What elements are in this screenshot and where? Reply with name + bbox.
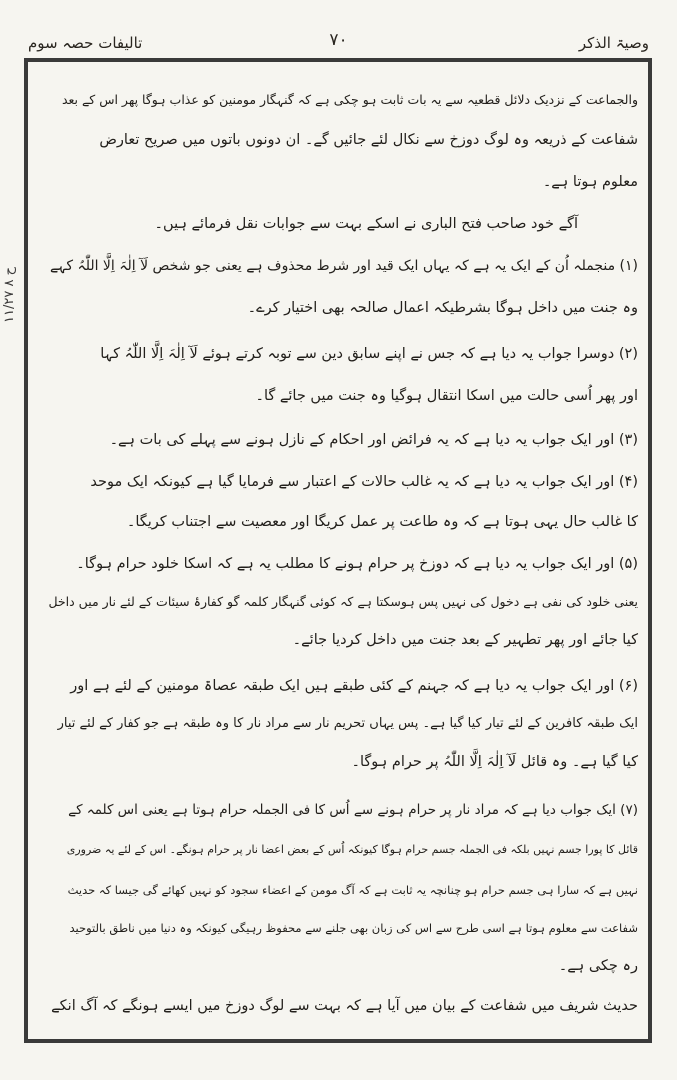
text-line: (۶) اور ایک جواب یہ دیا ہے کہ جہنم کے کئی طبقے ہیں ایک طبقہ عصاۃ مومنین کے لئے ہے اور xyxy=(70,678,638,694)
volume-title: تالیفات حصہ سوم xyxy=(28,34,143,52)
text-line: شفاعت کے ذریعہ وہ لوگ دوزخ سے نکال لئے جائیں گے۔ ان دونوں باتوں میں صریح تعارض xyxy=(99,132,638,148)
text-line: کیا جائے اور پھر تطہیر کے بعد جنت میں داخل کردیا جائے۔ xyxy=(292,632,638,648)
text-line: اور پھر اُسی حالت میں اسکا انتقال ہوگیا وہ جنت میں جائے گا۔ xyxy=(255,388,638,404)
text-line: نہیں ہے کہ سارا ہی جسم حرام ہو چنانچہ یہ ثابت ہے کہ آگ مومن کے اعضاء سجود کو نہیں کھائے گی جیسا کہ حدیث xyxy=(67,883,638,897)
text-line: یعنی خلود کی نفی ہے دخول کی نہیں پس ہوسکتا ہے کہ کوئی گنہگار کلمہ گو کفارۂ سیئات کے لئے نار میں داخل xyxy=(48,594,638,609)
text-line: (۳) اور ایک جواب یہ دیا ہے کہ یہ فرائض اور احکام کے نازل ہونے سے پہلے کی بات ہے۔ xyxy=(109,432,638,448)
text-line: کا غالب حال یہی ہوتا ہے کہ وہ طاعت پر عمل کریگا اور معصیت سے اجتناب کریگا۔ xyxy=(126,514,638,530)
text-line: قائل کا پورا جسم نہیں بلکہ فی الجملہ جسم حرام ہوگا کیونکہ اُس کے بعض اعضا نار پر حرام ہونگے۔ اس کے لئے یہ ضروری xyxy=(66,843,638,856)
text-line: وہ جنت میں داخل ہوگا بشرطیکہ اعمال صالحہ بھی اختیار کرے۔ xyxy=(247,300,638,316)
text-line: حدیث شریف میں شفاعت کے بیان میں آیا ہے کہ بہت سے لوگ دوزخ میں ایسے ہونگے کہ آگ انکے xyxy=(51,998,638,1014)
text-line: (۷) ایک جواب دیا ہے کہ مراد نار پر حرام ہونے سے اُس کا فی الجملہ حرام ہوتا ہے یعنی اس کلمہ کے xyxy=(68,802,638,818)
text-line: آگے خود صاحب فتح الباری نے اسکے بہت سے جوابات نقل فرمائے ہیں۔ xyxy=(154,216,578,232)
text-line: (۲) دوسرا جواب یہ دیا ہے کہ جس نے اپنے سابق دین سے توبہ کرتے ہوئے لَآ اِلٰہَ اِلَّا اللّٰہُ کہا xyxy=(100,346,638,362)
text-line: (۱) منجملہ اُن کے ایک یہ ہے کہ یہاں ایک قید اور شرط محذوف ہے یعنی جو شخص لَآ اِلٰہَ اِلَّا اللّٰہُ کہے xyxy=(49,258,638,274)
text-line: شفاعت سے معلوم ہوتا ہے اسی طرح سے اس کی زبان بھی جلنے سے محفوظ رہیگی کیونکہ وہ دنیا میں ناطق بالتوحید xyxy=(69,921,638,935)
text-line: ایک طبقہ کافرین کے لئے تیار کیا گیا ہے۔ پس یہاں تحریم نار سے مراد نار کا وہ طبقہ ہے جو کفار کے لئے تیار xyxy=(57,716,638,731)
text-line: والجماعت کے نزدیک دلائل قطعیہ سے یہ بات ثابت ہو چکی ہے کہ گنہگار مومنین کو عذاب ہوگا پھر اس کے بعد xyxy=(61,92,638,107)
margin-annotation: ۱۱/۲۷ ح ۸ xyxy=(2,267,17,323)
text-line: (۵) اور ایک جواب یہ دیا ہے کہ دوزخ پر حرام ہونے کا مطلب یہ ہے کہ اسکا خلود حرام ہوگا۔ xyxy=(76,556,638,572)
page-number: ۷۰ xyxy=(329,30,348,50)
book-title: وصیۃ الذکر xyxy=(578,34,649,52)
text-line: (۴) اور ایک جواب یہ دیا ہے کہ یہ غالب حالات کے اعتبار سے فرمایا گیا ہے کیونکہ ایک موحد xyxy=(90,474,638,490)
text-line: معلوم ہوتا ہے۔ xyxy=(542,174,638,190)
text-line: رہ چکی ہے۔ xyxy=(558,958,638,974)
text-line: کیا گیا ہے۔ وہ قائل لَآ اِلٰہَ اِلَّا اللّٰہُ پر حرام ہوگا۔ xyxy=(351,754,638,770)
running-head xyxy=(24,30,653,60)
